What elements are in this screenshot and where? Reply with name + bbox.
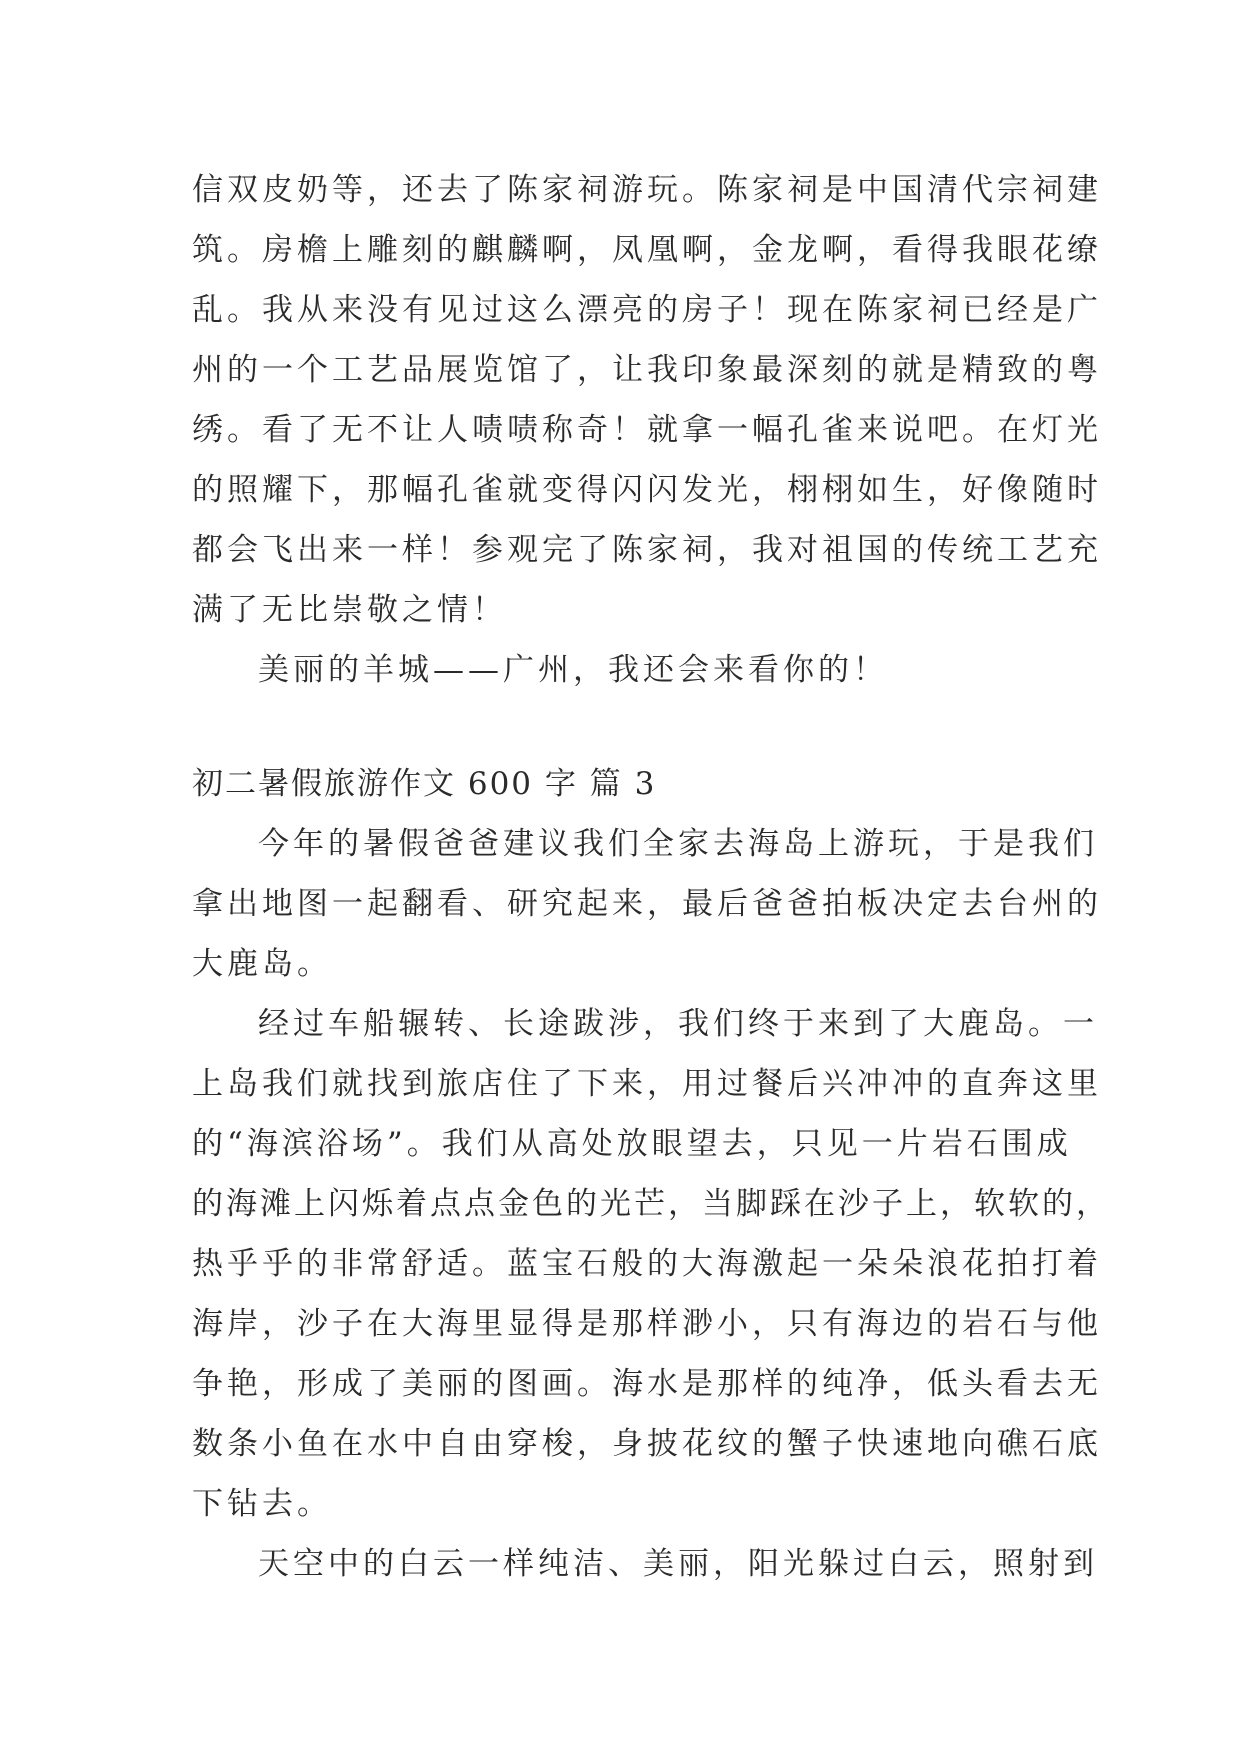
- paragraph-5: [192, 1534, 1098, 1594]
- text-line: 数条小鱼在水中自由穿梭，身披花纹的蟹子快速地向礁石底: [192, 1426, 1102, 1462]
- text-line: 拿出地图一起翻看、研究起来，最后爸爸拍板决定去台州的: [192, 886, 1102, 922]
- text-line: 满了无比崇敬之情！: [192, 592, 507, 628]
- paragraph-4: [192, 994, 1110, 1534]
- text-line: 的照耀下，那幅孔雀就变得闪闪发光，栩栩如生，好像随时: [192, 472, 1102, 508]
- text-line: 筑。房檐上雕刻的麒麟啊，凤凰啊，金龙啊，看得我眼花缭: [192, 232, 1102, 268]
- text-line: 经过车船辗转、长途跋涉，我们终于来到了大鹿岛。一: [258, 1006, 1098, 1042]
- document-page: [192, 160, 1110, 1594]
- text-line: 争艳，形成了美丽的图画。海水是那样的纯净，低头看去无: [192, 1366, 1102, 1402]
- text-line: 热乎乎的非常舒适。蓝宝石般的大海激起一朵朵浪花拍打着: [192, 1246, 1102, 1282]
- text-line: 的海滩上闪烁着点点金色的光芒，当脚踩在沙子上，软软的，: [192, 1186, 1110, 1222]
- text-line: 绣。看了无不让人啧啧称奇！就拿一幅孔雀来说吧。在灯光: [192, 412, 1102, 448]
- text-line: 州的一个工艺品展览馆了，让我印象最深刻的就是精致的粤: [192, 352, 1102, 388]
- text-line: 天空中的白云一样纯洁、美丽，阳光躲过白云，照射到: [258, 1546, 1098, 1582]
- paragraph-1: [192, 160, 1102, 640]
- text-line: 乱。我从来没有见过这么漂亮的房子！现在陈家祠已经是广: [192, 292, 1102, 328]
- text-line: 信双皮奶等，还去了陈家祠游玩。陈家祠是中国清代宗祠建: [192, 172, 1102, 208]
- section-heading: 初二暑假旅游作文 600 字 篇 3: [192, 766, 657, 802]
- text-line: 美丽的羊城——广州，我还会来看你的！: [258, 652, 888, 688]
- text-line: 大鹿岛。: [192, 946, 332, 982]
- text-line: 的“海滨浴场”。我们从高处放眼望去，只见一片岩石围成: [192, 1126, 1072, 1162]
- text-line: 都会飞出来一样！参观完了陈家祠，我对祖国的传统工艺充: [192, 532, 1102, 568]
- text-line: 上岛我们就找到旅店住了下来，用过餐后兴冲冲的直奔这里: [192, 1066, 1102, 1102]
- text-line: 下钻去。: [192, 1486, 332, 1522]
- text-line: 海岸，沙子在大海里显得是那样渺小，只有海边的岩石与他: [192, 1306, 1102, 1342]
- paragraph-2: [192, 640, 1052, 700]
- text-line: 今年的暑假爸爸建议我们全家去海岛上游玩，于是我们: [258, 826, 1098, 862]
- paragraph-3: [192, 814, 1102, 994]
